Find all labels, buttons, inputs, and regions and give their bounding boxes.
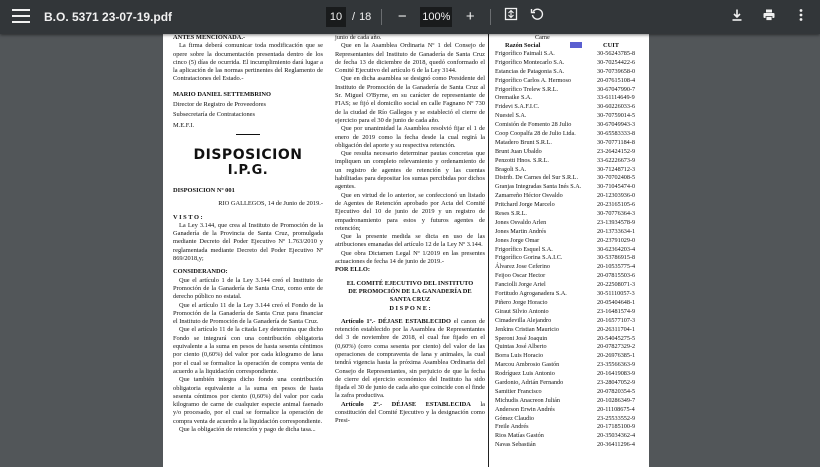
disposition-subtitle: I.P.G. [227, 162, 269, 178]
section-header: ANTES MENCIONADA.- [173, 34, 246, 41]
cell-cuit: 30-56243785-8 [597, 50, 636, 57]
page-number-input[interactable]: 10 [326, 7, 346, 27]
table-row [493, 272, 643, 281]
cell-razon-social: Gómez Claudio [495, 414, 535, 422]
cell-cuit: 30-70776364-3 [597, 210, 636, 218]
cell-cuit: 20-10535775-4 [597, 263, 636, 271]
table-row [493, 406, 643, 415]
cell-cuit: 20-07827329-2 [597, 343, 636, 351]
column-header-cuit: CUIT [603, 42, 619, 49]
cell-razon-social: Jones Jorge Omar [495, 236, 540, 244]
cell-razon-social: Oremaike S.A. [495, 94, 532, 102]
cell-razon-social: Navas Sebastián [495, 441, 536, 449]
cell-razon-social: Nuestel S.A. [495, 112, 527, 120]
table-row [493, 299, 643, 308]
table-caption: Carne [535, 34, 550, 41]
signature-dept: Subsecretaría de Contrataciones [173, 111, 255, 119]
table-row [493, 423, 643, 432]
cell-razon-social: Comisión de Fomento 28 Julio [495, 121, 572, 129]
cell-razon-social: Rodríguez Luis Antonio [495, 370, 555, 378]
download-icon[interactable] [728, 8, 746, 26]
table-row [493, 201, 643, 210]
paragraph: Que la obligación de retención y pago de dicha tasa... [179, 425, 316, 433]
cell-cuit: 20-07820354-5 [597, 387, 636, 395]
table-row [493, 219, 643, 228]
cell-razon-social: Feijoo Oscar Hector [495, 272, 546, 280]
page-column-3 [493, 34, 643, 450]
cell-cuit: 30-53786915-8 [597, 254, 636, 262]
zoom-input[interactable]: 100% [420, 7, 452, 27]
cell-razon-social: Bragoli S.A. [495, 165, 527, 173]
cell-razon-social: Distrib. De Carnes del Sur S.R.L. [495, 174, 579, 182]
paragraph: Que el artículo 11 de la citada Ley determina que dicho Fondo se integrará con una contribución obligatoria equivalente a la suma en pesos de hasta sesenta céntimos por ciento (0,60%) del valor por cada kilogramo de lana por el cual se formalice la operación de compra venta de acuerdo a la liquidación correspondiente. [173, 326, 323, 375]
page-separator: / [352, 11, 356, 23]
cell-razon-social: Granjas Integradas Santa Inés S.A. [495, 183, 582, 191]
table-row [493, 281, 643, 290]
cell-cuit: 20-26976385-1 [597, 352, 636, 360]
table-row [493, 441, 643, 450]
column-divider [488, 34, 489, 467]
cell-cuit: 20-13733634-1 [597, 227, 636, 235]
cell-cuit: 33-62226673-9 [597, 156, 636, 164]
menu-icon[interactable] [12, 9, 30, 25]
paragraph: La Ley 3.144, que crea al Instituto de Promoción de la Ganadería de la Provincia de Santa Cruz, promulgada mediante Decreto del Poder Ejecutivo Nº 1.763/2010 y reglamentada mediante Decreto del Poder Ejecutivo Nº 869/2018,y; [173, 221, 323, 263]
article-label: Artículo 1º.- DÉJASE ESTABLECIDO [341, 317, 452, 325]
cell-cuit: 20-05404648-1 [597, 298, 636, 306]
cell-razon-social: Michudis Anacreon Julián [495, 396, 560, 404]
cell-cuit: 30-70254422-6 [597, 58, 636, 66]
cell-cuit: 23-25533552-9 [597, 414, 636, 422]
cell-cuit: 20-07615108-4 [597, 76, 636, 84]
cell-cuit: 23-35566363-9 [597, 361, 636, 369]
visto-heading: V I S T O : [173, 213, 203, 221]
toolbar-divider [490, 9, 491, 25]
cell-cuit: 30-67049943-3 [597, 121, 636, 129]
article-label: Artículo 2º.- DÉJASE ESTABLECIDA [341, 400, 471, 408]
table-row [493, 68, 643, 77]
paragraph: Que en dicha asamblea se designó como Presidente del Instituto de Promoción de la Ganadería de Santa Cruz al Sr. Miguel O'Byrne, en su carácter de representante de FIAS; se fijó el domicilio social en calle Fagnano Nº 730 de la ciudad de Río Gallegos y se estableció el cierre de ejercicio para el 30 de junio de cada año. [335, 75, 485, 124]
toolbar-actions [728, 8, 810, 26]
table-row [493, 335, 643, 344]
table-row [493, 121, 643, 130]
table-row [493, 103, 643, 112]
cell-cuit: 20-36411296-4 [597, 441, 635, 449]
paragraph: La firma deberá comunicar toda modificación que se opere sobre la documentación presentada dentro de los cinco (5) días de ocurrida. El incumplimiento dará lugar a la aplicación de las normas pertinentes del Reglamento de Contrataciones del Estado.- [173, 42, 323, 83]
cell-razon-social: Fridevi S.A.F.I.C. [495, 103, 540, 111]
pdf-toolbar [0, 0, 820, 34]
signature-name: MARIO DANIEL SETTEMBRINO [173, 90, 272, 98]
cell-razon-social: Gardonio, Adrián Fernando [495, 378, 564, 386]
table-row [493, 166, 643, 175]
signature-role: Director de Registro de Proveedores [173, 101, 266, 109]
paragraph: Que por unanimidad la Asamblea resolvió fijar el 1 de enero de 2019 como la fecha desde la cual regirá la obligación del aporte y su respectiva retención. [335, 125, 485, 149]
cell-cuit: 30-62364203-4 [597, 245, 636, 253]
cell-razon-social: Freile Andrés [495, 423, 529, 431]
paragraph: Que en la Asamblea Ordinaria Nº 1 del Consejo de Representantes del Instituto de Ganadería de Santa Cruz de fecha 13 de diciembre de 2018, quedó conformado el Comité Ejecutivo del artículo 6 de la Ley 3144. [335, 42, 485, 75]
paragraph: Que la presente medida se dicta en uso de las atribuciones emanadas del artículo 12 de la Ley Nº 3.144. [335, 233, 485, 249]
cell-razon-social: Matadero Brunt S.R.L. [495, 138, 552, 146]
cell-razon-social: Brunt Juan Ubaldo [495, 147, 542, 155]
pdf-page [163, 34, 649, 467]
more-icon[interactable] [792, 8, 810, 26]
page-column-1 [173, 34, 323, 434]
por-ello-heading: POR ELLO: [335, 266, 370, 274]
table-row [493, 246, 643, 255]
place-date: RIO GALLEGOS, 14 de Junio de 2019.- [218, 200, 323, 208]
considerando-heading: CONSIDERANDO: [173, 268, 228, 276]
paragraph: Que en virtud de lo anterior, se confeccionó un listado de Agentes de Retención aprobado por Acta del Comité Ejecutivo del 10 de junio de 2019 y un registro de empadronamiento para estos y futuros agentes de retención; [335, 191, 485, 232]
table-row [493, 317, 643, 326]
paragraph: Que obra Dictamen Legal Nº 1/2019 en las presentes actuaciones de fecha 14 de junio de 2019.- [335, 249, 485, 266]
table-row [493, 352, 643, 361]
cell-razon-social: Rios Matías Gastón [495, 432, 544, 440]
cell-cuit: 20-23791029-0 [597, 236, 636, 244]
document-title: B.O. 5371 23-07-19.pdf [44, 10, 173, 24]
cell-razon-social: Frigorífico Trelew S.R.L. [495, 85, 559, 93]
print-icon[interactable] [760, 8, 778, 26]
cell-razon-social: Reses S.R.L. [495, 210, 527, 218]
cell-cuit: 23-13934578-9 [597, 218, 636, 226]
column-header-razon-social: Razón Social [505, 42, 541, 49]
cell-cuit: 30-71045474-0 [597, 183, 636, 191]
cell-razon-social: Frigorífico Montecarlo S.A. [495, 58, 565, 66]
table-row [493, 130, 643, 139]
table-row [493, 157, 643, 166]
cell-razon-social: Fortitudo Agroganadera S.A. [495, 290, 567, 298]
table-row [493, 86, 643, 95]
cell-cuit: 20-12303936-0 [597, 192, 636, 200]
table-header [493, 34, 643, 50]
cell-cuit: 20-10286349-7 [597, 396, 636, 404]
cell-cuit: 30-51110057-3 [597, 290, 635, 298]
table-row [493, 228, 643, 237]
table-row [493, 343, 643, 352]
table-row [493, 148, 643, 157]
cell-cuit: 33-61114649-9 [597, 94, 635, 102]
table-row [493, 174, 643, 183]
table-row [493, 361, 643, 370]
cell-cuit: 20-54045275-5 [597, 334, 636, 342]
cell-razon-social: Estancias de Patagonia S.A. [495, 67, 565, 75]
cell-razon-social: Anderson Erwin Andrés [495, 405, 555, 413]
committee-heading: SANTA CRUZ [389, 296, 431, 304]
table-row [493, 415, 643, 424]
cell-razon-social: Fanciolli Jorge Ariel [495, 281, 546, 289]
cell-razon-social: Frigorífico Carlos A. Hermoso [495, 76, 571, 84]
page-zoom-controls [326, 6, 547, 28]
cell-razon-social: Coop Coopalfa 28 de Julio Ltda. [495, 130, 576, 138]
table-row [493, 326, 643, 335]
signature-org: M.E.F.I. [173, 121, 195, 129]
cell-cuit: 30-65583333-8 [597, 130, 636, 138]
cell-razon-social: Álvarez Jose Ceferino [495, 263, 550, 271]
paragraph: junio de cada año. [335, 34, 382, 41]
cell-cuit: 30-70702408-5 [597, 174, 636, 182]
cell-razon-social: Marcou Ambrosio Gastón [495, 361, 560, 369]
page-column-2 [335, 34, 485, 426]
rotate-icon[interactable] [527, 7, 547, 27]
zoom-out-icon[interactable]: − [397, 8, 407, 25]
table-row [493, 94, 643, 103]
cell-cuit: 23-26424152-9 [597, 147, 636, 155]
cell-razon-social: Frigorífico Faimali S.A. [495, 50, 555, 57]
cell-razon-social: Zamarreño Héctor Osvaldo [495, 192, 563, 200]
cell-cuit: 20-16419083-9 [597, 370, 636, 378]
table-row [493, 59, 643, 68]
article-text: el canon de retención establecido por la Asamblea de Representantes del 3 de noviembre de 2018, el cual fue fijado en el (0,60%) (cero coma sesenta por ciento) del valor de las operaciones de compraventa de lana y animales, la cual tendrá vigencia hasta la próxima Asamblea Ordinaria del Consejo de Representantes, sin perjuicio de que la fecha de cierre del ejercicio económico del Instituto ha sido fijada el 30 de junio de cada año que coincide con el finde la zafra productiva. [335, 317, 485, 400]
highlight-marker [570, 42, 582, 48]
table-row [493, 210, 643, 219]
cell-razon-social: Penzotti Hnos. S.R.L. [495, 156, 549, 164]
cell-razon-social: Quintas José Alberto [495, 343, 547, 351]
table-row [493, 112, 643, 121]
cell-cuit: 20-23165105-6 [597, 201, 636, 209]
toolbar-divider [381, 9, 382, 25]
cell-cuit: 30-67047990-7 [597, 85, 636, 93]
paragraph: Que el artículo 1 de la Ley 3.144 creó el Instituto de Promoción de la Ganadería de Santa Cruz, como ente de derecho público no estatal. [173, 276, 323, 301]
cell-cuit: 30-71248712-3 [597, 165, 636, 173]
cell-cuit: 23-28047052-9 [597, 378, 636, 386]
cell-cuit: 30-70771184-8 [597, 138, 635, 146]
table-row [493, 370, 643, 379]
disposition-title: DISPOSICION [193, 146, 303, 163]
cell-razon-social: Giraut Silvio Antonio [495, 307, 549, 315]
cell-razon-social: Jones Martin Andrés [495, 227, 547, 235]
table-row [493, 192, 643, 201]
table-row [493, 388, 643, 397]
fit-page-icon[interactable] [501, 7, 521, 27]
cell-razon-social: Cimadevilla Alejandro [495, 316, 552, 324]
cell-cuit: 23-16481574-9 [597, 307, 636, 315]
cell-razon-social: Borra Luis Horacio [495, 352, 544, 360]
cell-cuit: 20-07815503-6 [597, 272, 636, 280]
paragraph: Que resulta necesario determinar pautas concretas que impliquen un completo relevamiento y ordenamiento de un registro de agentes de retención y las cuentas habilitadas para depositar los sumas percibidas por dichos agentes. [335, 150, 485, 191]
article-text: la constitución del Comité Ejecutivo y la designación como Presi- [335, 400, 485, 425]
table-row [493, 432, 643, 441]
cell-razon-social: Jones Osvaldo Arlen [495, 218, 547, 226]
table-row [493, 50, 643, 59]
table-row [493, 290, 643, 299]
table-row [493, 308, 643, 317]
paragraph: Que el artículo 11 de la Ley 3.144 creó el Fondo de la Promoción de la Ganadería de Santa Cruz para financiar el Instituto de Promoción de la Ganadería de Santa Cruz. [173, 301, 323, 326]
table-row [493, 397, 643, 406]
paragraph: Que también integra dicho fondo una contribución obligatoria equivalente a la suma en pesos de hasta sesenta céntimos por ciento (0,60%) del valor por cada kilogramo de carne de cualquier especie animal faenado y/o procesado, por el cual se formalice la operación de compra venta de acuerdo a la liquidación correspondiente. [173, 376, 323, 425]
committee-heading: EL COMITÉ EJECUTIVO DEL INSTITUTO [346, 279, 474, 287]
cell-cuit: 30-70759014-5 [597, 112, 636, 120]
cell-razon-social: Samitier Francisco [495, 387, 542, 395]
cell-razon-social: Frigorífico Gorina S.A.I.C. [495, 254, 563, 262]
divider-rule [236, 134, 260, 135]
cell-razon-social: Speroni José Joaquin [495, 334, 548, 342]
cell-razon-social: Jenkins Cristian Mauricio [495, 325, 559, 333]
page-total: 18 [359, 11, 372, 23]
committee-heading: DE PROMOCIÓN DE LA GANADERÍA DE [348, 287, 472, 295]
table-row [493, 379, 643, 388]
table-row [493, 237, 643, 246]
cell-cuit: 20-22508071-3 [597, 281, 636, 289]
cell-razon-social: Piñero Jorge Horacio [495, 298, 548, 306]
cell-cuit: 20-16577107-3 [597, 316, 636, 324]
cell-cuit: 20-11108675-4 [597, 405, 635, 413]
cell-cuit: 20-35034362-4 [597, 432, 636, 440]
cell-cuit: 20-26311704-1 [597, 325, 635, 333]
cell-cuit: 20-17185100-9 [597, 423, 636, 431]
cell-cuit: 30-60226033-6 [597, 103, 636, 111]
zoom-in-icon[interactable]: + [465, 8, 475, 25]
cell-cuit: 30-70739658-0 [597, 67, 636, 75]
table-row [493, 263, 643, 272]
cell-razon-social: Frigorífico Esquel S.A. [495, 245, 553, 253]
table-row [493, 183, 643, 192]
cell-razon-social: Pritchard Jorge Marcelo [495, 201, 555, 209]
dispone-heading: D I S P O N E : [389, 304, 431, 312]
table-row [493, 77, 643, 86]
disposition-number: DISPOSICION Nº 001 [173, 186, 235, 194]
table-row [493, 139, 643, 148]
retention-agents-table [493, 50, 643, 450]
